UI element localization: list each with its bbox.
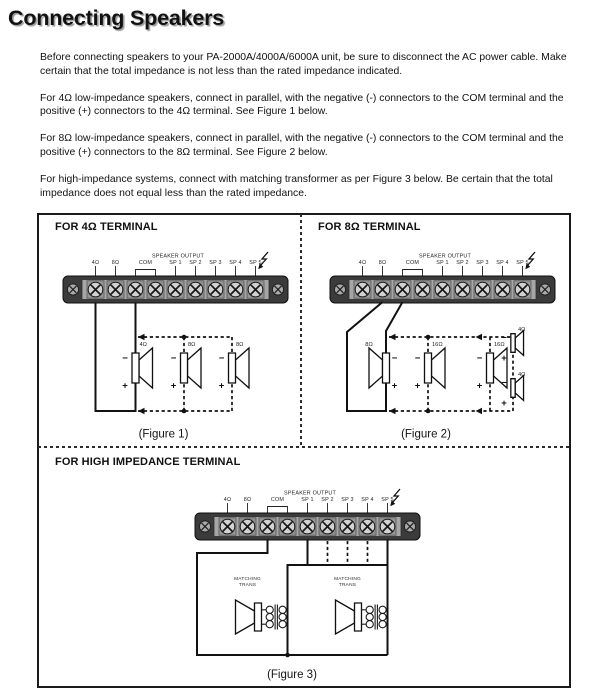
page-title: Connecting Speakers — [8, 6, 225, 30]
speaker-impedance-label: 16Ω — [494, 342, 505, 348]
polarity-minus-label: − — [501, 377, 507, 389]
speaker-impedance-label: 4Ω — [518, 327, 526, 333]
polarity-plus-label: + — [391, 380, 398, 392]
panel-heading-4ohm: FOR 4Ω TERMINAL — [55, 221, 158, 233]
speaker-impedance-label: 8Ω — [365, 342, 373, 348]
polarity-minus-label: − — [170, 353, 177, 364]
figure1-diagram — [37, 240, 302, 449]
polarity-plus-label: + — [501, 353, 507, 364]
speaker-impedance-label: 16Ω — [432, 342, 443, 348]
figure2-diagram — [302, 240, 571, 449]
paragraph-4ohm: For 4Ω low-impedance speakers, connect in parallel, with the negative (-) connectors to the COM terminal and the positive (+) connectors to the 4Ω terminal. See Figure 1 below. — [40, 92, 564, 118]
speaker-impedance-label: 4Ω — [139, 342, 147, 348]
polarity-minus-label: − — [391, 353, 398, 364]
polarity-minus-label: − — [476, 353, 483, 364]
speaker-impedance-label: 8Ω — [236, 342, 244, 348]
wire-dashed — [328, 541, 368, 565]
paragraph-high-impedance: For high-impedance systems, connect with matching transformer as per Figure 3 below. Be certain that the total impedance does not equal less than the rated impedance. — [40, 174, 553, 199]
polarity-plus-label: + — [122, 380, 128, 392]
polarity-plus-label: + — [501, 398, 507, 409]
speaker-impedance-label: 8Ω — [188, 342, 196, 348]
paragraph-disconnect-power: Before connecting speakers to your PA-2000A/4000A/6000A unit, be sure to disconnect the AC power cable. Make certain that the total impedance is not less than the rated impedance indicated. — [40, 52, 567, 77]
polarity-plus-label: + — [170, 380, 177, 392]
panel-heading-8ohm: FOR 8Ω TERMINAL — [318, 221, 421, 233]
polarity-minus-label: − — [122, 353, 128, 364]
figure-caption: (Figure 2) — [401, 428, 451, 441]
figure-caption: (Figure 3) — [267, 669, 317, 681]
polarity-plus-label: + — [476, 380, 483, 392]
figure3-diagram — [39, 480, 571, 686]
polarity-minus-label: − — [501, 332, 507, 344]
polarity-minus-label: − — [218, 353, 225, 364]
polarity-plus-label: + — [414, 380, 421, 392]
speaker-impedance-label: 4Ω — [518, 372, 526, 378]
figure-caption: (Figure 1) — [138, 428, 189, 441]
wire-solid — [96, 303, 136, 411]
polarity-minus-label: − — [414, 353, 421, 364]
paragraph-8ohm: For 8Ω low-impedance speakers, connect in parallel, with the negative (-) connectors to the COM terminal and the positive (+) connectors to the 8Ω terminal. See Figure 2 below. — [40, 133, 564, 158]
wire-solid — [197, 540, 388, 655]
panel-heading-high-impedance: FOR HIGH IMPEDANCE TERMINAL — [55, 456, 241, 468]
intro-paragraphs — [40, 51, 580, 214]
polarity-plus-label: + — [218, 380, 225, 392]
